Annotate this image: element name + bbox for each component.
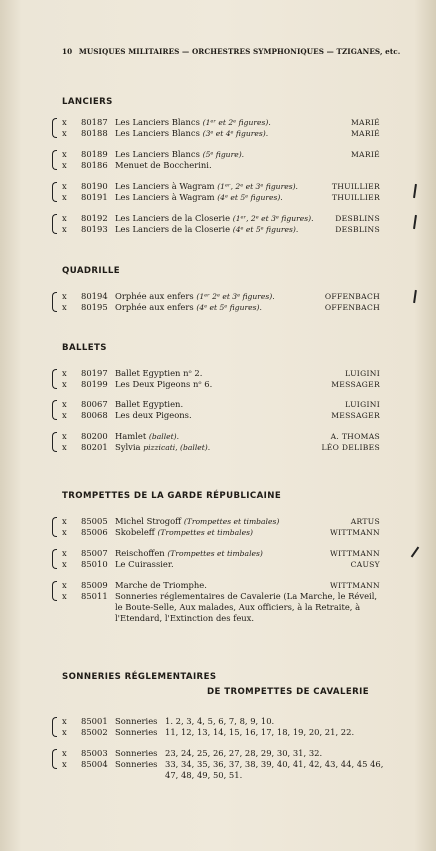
- composer: OFFENBACH: [324, 292, 380, 301]
- catalog-number: 85005: [81, 516, 108, 526]
- sonnerie-numbers: 11, 12, 13, 14, 15, 16, 17, 18, 19, 20, 21, 22.: [165, 727, 355, 737]
- entry-mark: x: [62, 149, 67, 159]
- composer: WITTMANN: [329, 528, 380, 537]
- composer: CAUSY: [350, 560, 380, 569]
- sonnerie-numbers: 1. 2, 3, 4, 5, 6, 7, 8, 9, 10.: [165, 716, 275, 726]
- catalog-number: 80187: [81, 117, 108, 127]
- catalog-number: 85007: [81, 548, 108, 558]
- section-title-quadrille: QUADRILLE: [62, 266, 121, 276]
- entry-group: [52, 149, 392, 171]
- entry-group: [52, 548, 392, 570]
- entry-title: Les Lanciers à Wagram (4ᵉ et 5ᵉ figures).: [115, 192, 283, 202]
- catalog-number: 80201: [81, 442, 108, 452]
- catalog-number: 80068: [81, 410, 108, 420]
- composer: OFFENBACH: [324, 303, 380, 312]
- catalog-number: 85009: [81, 580, 108, 590]
- entry-title: Menuet de Boccherini.: [115, 160, 212, 170]
- entry-mark: x: [62, 559, 67, 569]
- entry-group: [52, 580, 392, 635]
- entry-title: Sylvia pizzicati, (ballet).: [115, 442, 211, 452]
- entry-detail: (1ᵉʳ 2ᵉ et 3ᵉ figures).: [196, 292, 275, 301]
- composer: LUIGINI: [345, 400, 380, 409]
- entry-title: Sonneries: [115, 748, 158, 758]
- catalog-entry: [52, 727, 392, 738]
- composer: MARIÉ: [350, 129, 380, 138]
- section-title-lanciers: LANCIERS: [62, 97, 113, 107]
- catalog-number: 80192: [81, 213, 108, 223]
- catalog-number: 85003: [81, 748, 108, 758]
- entry-detail: (1ᵉʳ, 2ᵉ et 3ᵉ figures).: [232, 214, 314, 223]
- catalog-number: 80191: [81, 192, 108, 202]
- catalog-number: 85006: [81, 527, 108, 537]
- catalog-number: 80188: [81, 128, 108, 138]
- entry-group: [52, 516, 392, 538]
- catalog-number: 80197: [81, 368, 108, 378]
- entry-group: [52, 399, 392, 421]
- entry-group: [52, 748, 392, 781]
- composer: DESBLINS: [335, 214, 380, 223]
- entry-mark: x: [62, 224, 67, 234]
- entry-mark: x: [62, 160, 67, 170]
- catalog-entry: [52, 291, 392, 302]
- composer: MESSAGER: [331, 380, 380, 389]
- entry-title: Orphée aux enfers (1ᵉʳ 2ᵉ et 3ᵉ figures).: [115, 291, 275, 301]
- entry-mark: x: [62, 302, 67, 312]
- catalog-number: 80186: [81, 160, 108, 170]
- section-title-sonneries: SONNERIES RÉGLEMENTAIRES: [62, 672, 217, 682]
- composer: LÉO DELIBES: [321, 443, 380, 452]
- section-title-ballets: BALLETS: [62, 343, 107, 353]
- entry-group: [52, 117, 392, 139]
- entry-mark: x: [62, 548, 67, 558]
- catalog-entry: [52, 559, 392, 570]
- catalog-entry: [52, 716, 392, 727]
- composer: THUILLIER: [331, 193, 380, 202]
- composer: LUIGINI: [345, 369, 380, 378]
- entry-detail: (4ᵉ et 5ᵉ figures).: [232, 225, 299, 234]
- catalog-entry: [52, 748, 392, 759]
- entry-mark: x: [62, 117, 67, 127]
- catalog-entry: [52, 379, 392, 390]
- entry-title: Sonneries réglementaires de Cavalerie (La Marche, le Réveil, le Boute-Selle, Aux malades, Aux officiers, à la Retraite, à l'Etendard, l'Extinction des feux.: [115, 591, 378, 623]
- entry-mark: x: [62, 379, 67, 389]
- entry-group: [52, 716, 392, 738]
- entry-detail: (4ᵉ et 5ᵉ figures).: [217, 193, 283, 202]
- pencil-check-mark: [411, 547, 420, 558]
- catalog-number: 80189: [81, 149, 108, 159]
- catalog-entry: [52, 192, 392, 203]
- entry-mark: x: [62, 591, 67, 601]
- composer: MARIÉ: [350, 118, 380, 127]
- entry-title: Hamlet (ballet).: [115, 431, 180, 441]
- entry-title: Sonneries: [115, 716, 158, 726]
- entry-mark: x: [62, 727, 67, 737]
- entry-detail: pizzicati, (ballet).: [143, 443, 211, 452]
- entry-detail: (ballet).: [148, 432, 180, 441]
- entry-detail: (3ᵉ et 4ᵉ figures).: [202, 129, 269, 138]
- catalog-number: 85004: [81, 759, 108, 769]
- catalog-entry: [52, 431, 392, 442]
- catalog-entry: [52, 181, 392, 192]
- entry-mark: x: [62, 431, 67, 441]
- entry-mark: x: [62, 181, 67, 191]
- entry-title: Skobeleff (Trompettes et timbales): [115, 527, 253, 537]
- entry-title: Les Lanciers Blancs (5ᵉ figure).: [115, 149, 245, 159]
- entry-title: Sonneries: [115, 759, 158, 769]
- header-text: MUSIQUES MILITAIRES — ORCHESTRES SYMPHONIQUES — TZIGANES, etc.: [78, 47, 401, 56]
- entry-title: Les Lanciers de la Closerie (1ᵉʳ, 2ᵉ et 3ᵉ figures).: [115, 213, 314, 223]
- catalog-entry: [52, 149, 392, 160]
- entry-title: Ballet Egyptien.: [115, 399, 184, 409]
- composer: A. THOMAS: [330, 432, 380, 441]
- catalog-number: 80193: [81, 224, 108, 234]
- composer: DESBLINS: [335, 225, 380, 234]
- composer: MARIÉ: [350, 150, 380, 159]
- catalog-entry: [52, 591, 392, 635]
- catalog-entry: [52, 302, 392, 313]
- entry-group: [52, 181, 392, 203]
- entry-detail: (1ᵉʳ, 2ᵉ et 3ᵉ figures).: [217, 182, 298, 191]
- catalog-entry: [52, 368, 392, 379]
- entry-mark: x: [62, 716, 67, 726]
- entry-title: Michel Strogoff (Trompettes et timbales): [115, 516, 280, 526]
- pencil-check-mark: [413, 290, 417, 303]
- entry-detail: (Trompettes et timbales): [167, 549, 263, 558]
- catalog-number: 80067: [81, 399, 108, 409]
- catalog-number: 80200: [81, 431, 108, 441]
- pencil-check-mark: [413, 184, 417, 198]
- section-subtitle-sonneries: DE TROMPETTES DE CAVALERIE: [207, 687, 369, 697]
- composer: MESSAGER: [331, 411, 380, 420]
- catalog-entry: [52, 548, 392, 559]
- entry-title: Les Deux Pigeons nᵒ 6.: [115, 379, 213, 389]
- entry-mark: x: [62, 213, 67, 223]
- catalog-number: 85001: [81, 716, 108, 726]
- entry-detail: (4ᵉ et 5ᵉ figures).: [196, 303, 262, 312]
- entry-detail: (1ᵉʳ et 2ᵉ figures).: [202, 118, 271, 127]
- catalog-number: 80199: [81, 379, 108, 389]
- catalog-entry: [52, 117, 392, 128]
- entry-title: Les Lanciers à Wagram (1ᵉʳ, 2ᵉ et 3ᵉ figures).: [115, 181, 298, 191]
- entry-group: [52, 368, 392, 390]
- catalog-entry: [52, 224, 392, 235]
- catalog-number: 85002: [81, 727, 108, 737]
- catalog-entry: [52, 399, 392, 410]
- catalog-entry: [52, 580, 392, 591]
- page-number: 10: [62, 47, 73, 56]
- entry-detail: (Trompettes et timbales): [157, 528, 253, 537]
- catalog-entry: [52, 442, 392, 453]
- entry-group: [52, 431, 392, 453]
- page-header: [62, 47, 400, 56]
- composer: WITTMANN: [329, 549, 380, 558]
- entry-mark: x: [62, 192, 67, 202]
- entry-mark: x: [62, 368, 67, 378]
- entry-mark: x: [62, 442, 67, 452]
- catalog-number: 85010: [81, 559, 108, 569]
- entry-title: Sonneries: [115, 727, 158, 737]
- entry-title: Le Cuirassier.: [115, 559, 174, 569]
- entry-title: Orphée aux enfers (4ᵉ et 5ᵉ figures).: [115, 302, 262, 312]
- catalog-number: 80194: [81, 291, 108, 301]
- entry-mark: x: [62, 410, 67, 420]
- entry-mark: x: [62, 748, 67, 758]
- pencil-check-mark: [413, 215, 417, 229]
- entry-title: Les deux Pigeons.: [115, 410, 192, 420]
- entry-title: Ballet Egyptien nᵒ 2.: [115, 368, 203, 378]
- entry-group: [52, 213, 392, 235]
- entry-detail: (Trompettes et timbales): [183, 517, 280, 526]
- composer: THUILLIER: [331, 182, 380, 191]
- sonnerie-numbers: 33, 34, 35, 36, 37, 38, 39, 40, 41, 42, 43, 44, 45 46, 47, 48, 49, 50, 51.: [165, 759, 384, 780]
- entry-mark: x: [62, 580, 67, 590]
- composer: WITTMANN: [329, 581, 380, 590]
- catalog-entry: [52, 160, 392, 171]
- catalog-number: 80195: [81, 302, 108, 312]
- composer: ARTUS: [350, 517, 380, 526]
- entry-mark: x: [62, 759, 67, 769]
- catalog-number: 80190: [81, 181, 108, 191]
- entry-title: Marche de Triomphe.: [115, 580, 207, 590]
- entry-title: Les Lanciers Blancs (1ᵉʳ et 2ᵉ figures).: [115, 117, 271, 127]
- entry-mark: x: [62, 128, 67, 138]
- entry-title: Les Lanciers de la Closerie (4ᵉ et 5ᵉ figures).: [115, 224, 299, 234]
- entry-mark: x: [62, 527, 67, 537]
- entry-mark: x: [62, 291, 67, 301]
- catalog-entry: [52, 128, 392, 139]
- catalog-entry: [52, 527, 392, 538]
- catalog-number: 85011: [81, 591, 108, 601]
- catalog-entry: [52, 213, 392, 224]
- entry-group: [52, 291, 392, 313]
- entry-title: Reischoffen (Trompettes et timbales): [115, 548, 263, 558]
- catalog-entry: [52, 516, 392, 527]
- sonnerie-numbers: 23, 24, 25, 26, 27, 28, 29, 30, 31, 32.: [165, 748, 323, 758]
- catalog-entry: [52, 759, 392, 781]
- catalog-entry: [52, 410, 392, 421]
- entry-mark: x: [62, 516, 67, 526]
- section-title-trompettes: TROMPETTES DE LA GARDE RÉPUBLICAINE: [62, 491, 282, 501]
- entry-detail: (5ᵉ figure).: [202, 150, 245, 159]
- entry-mark: x: [62, 399, 67, 409]
- entry-title: Les Lanciers Blancs (3ᵉ et 4ᵉ figures).: [115, 128, 269, 138]
